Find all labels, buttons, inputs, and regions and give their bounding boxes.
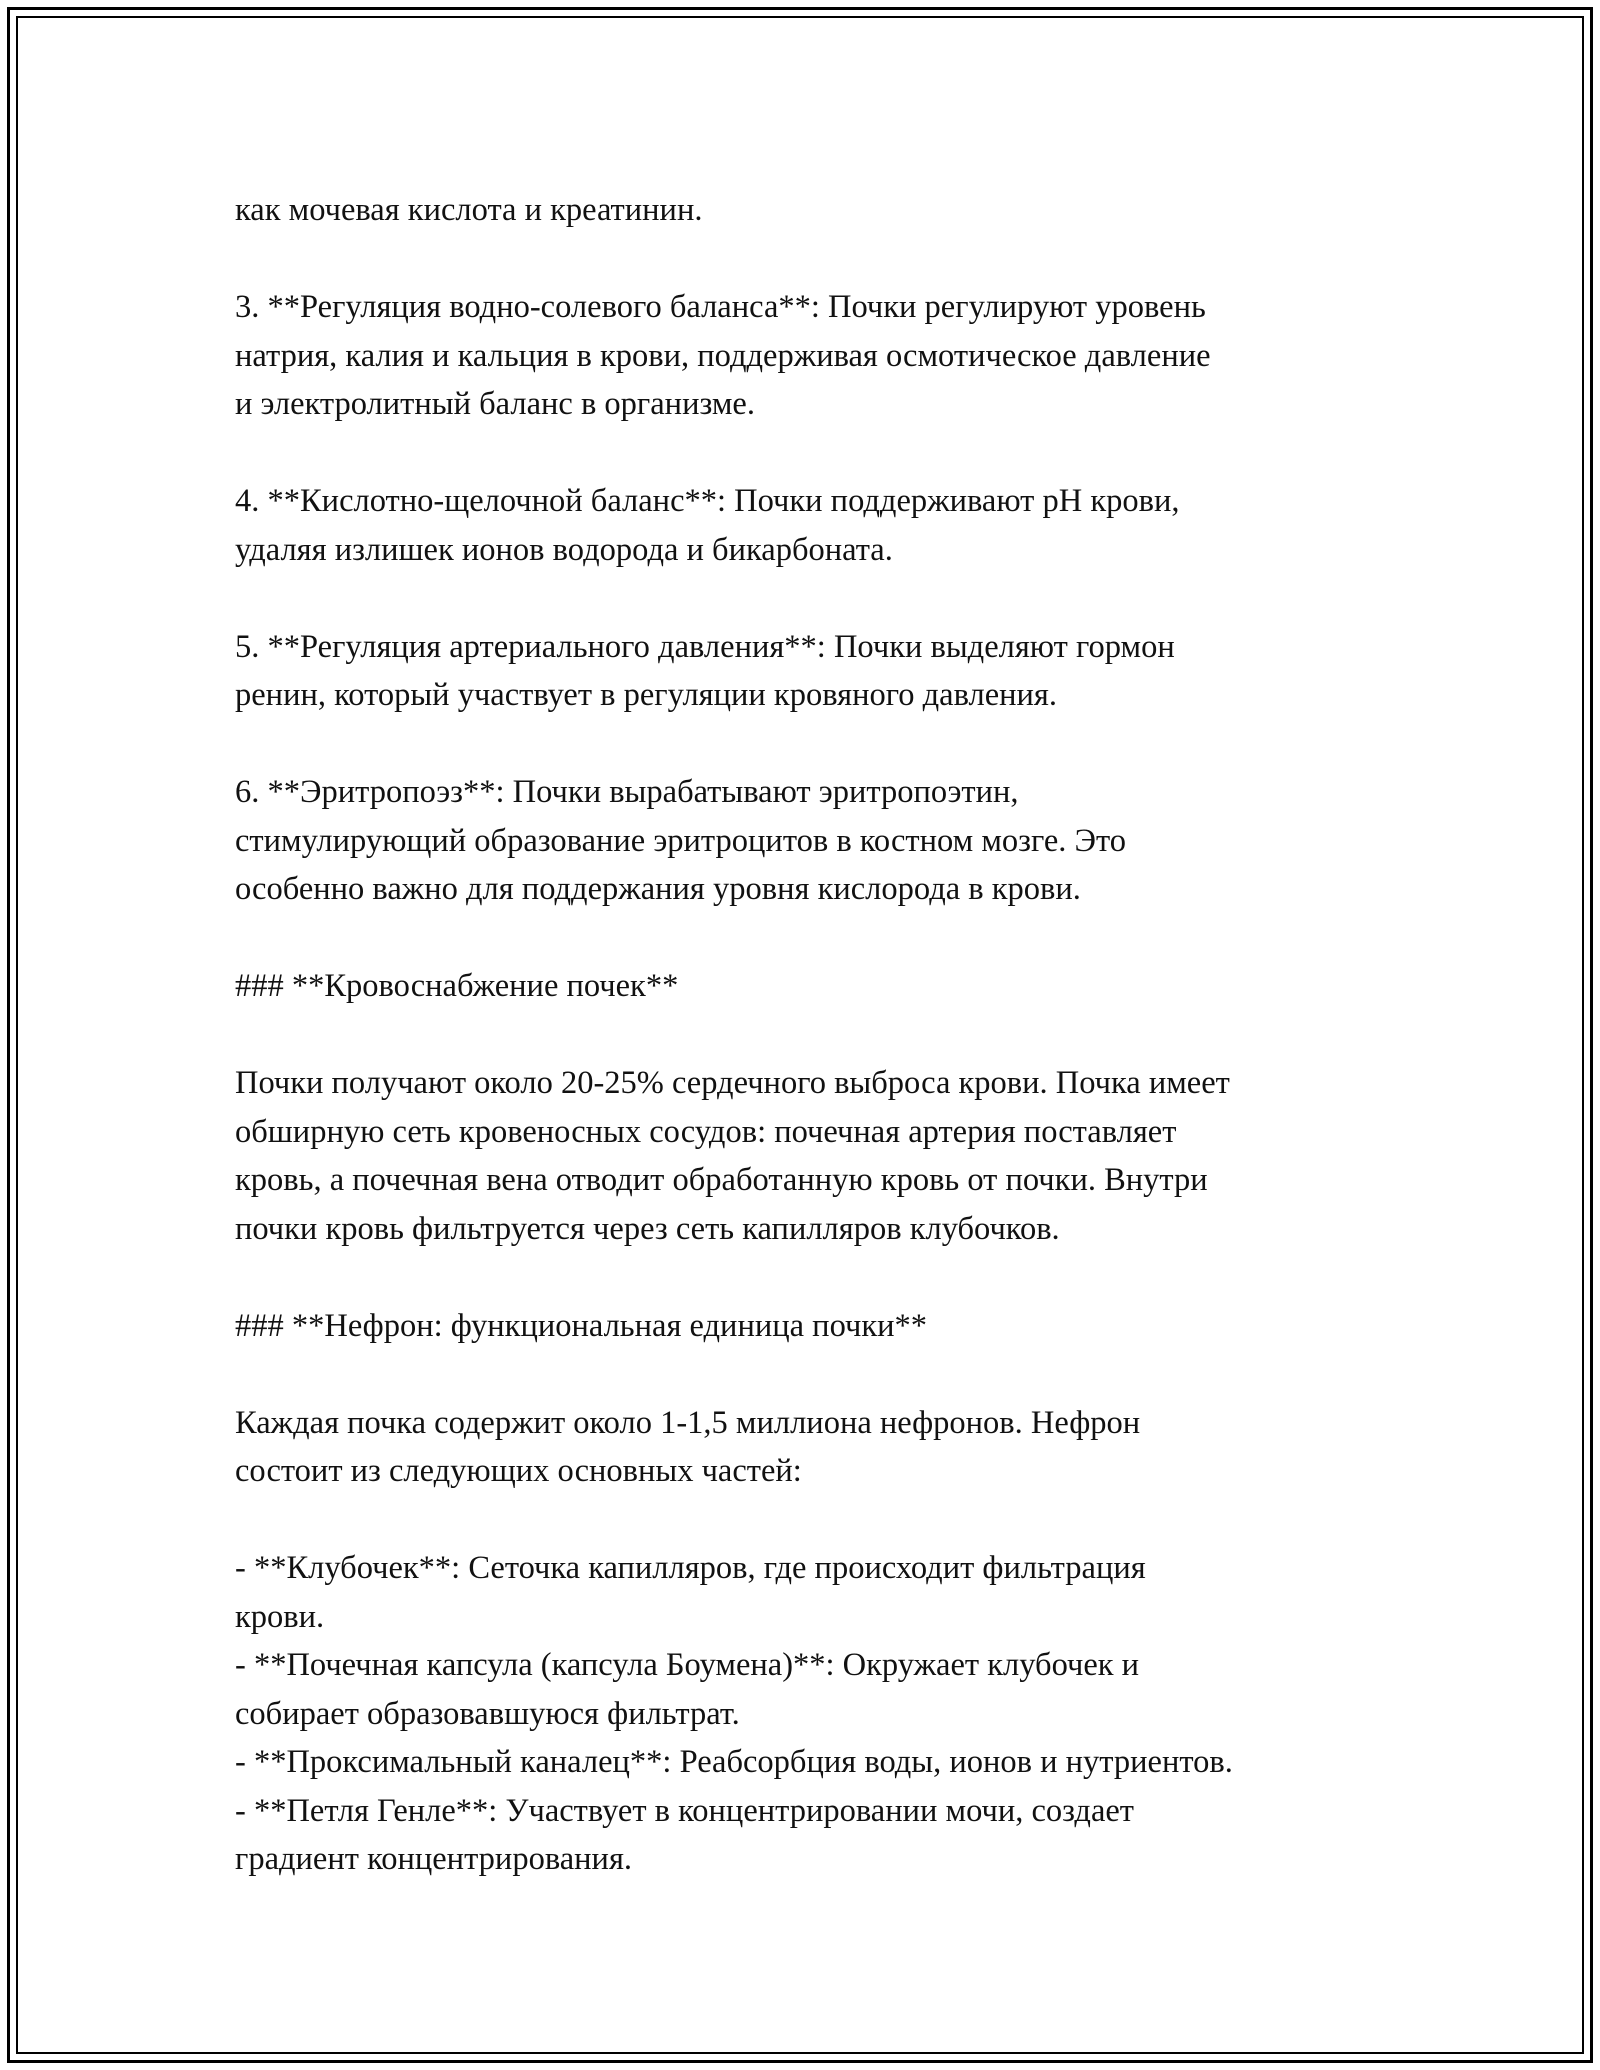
text-line: стимулирующий образование эритроцитов в костном мозге. Это — [235, 822, 1127, 859]
section-heading-blood-supply: ### **Кровоснабжение почек** — [235, 968, 679, 1004]
list-item: - **Проксимальный каналец**: Реабсорбция воды, ионов и нутриентов. — [235, 1744, 1233, 1780]
list-item-continuation: крови. — [235, 1598, 325, 1635]
blank-line — [235, 574, 1385, 623]
blank-line — [235, 1350, 1385, 1399]
section-heading-nephron: ### **Нефрон: функциональная единица почки** — [235, 1307, 928, 1344]
list-item: - **Почечная капсула (капсула Боумена)**: Окружает клубочек и — [235, 1647, 1140, 1683]
text-line: Почки получают около 20-25% сердечного выброса крови. Почка имеет — [235, 1065, 1230, 1101]
text-line: Каждая почка содержит около 1-1,5 миллиона нефронов. Нефрон — [235, 1404, 1141, 1441]
text-line: 4. **Кислотно-щелочной баланс**: Почки поддерживают pH крови, — [235, 483, 1180, 519]
text-line: 3. **Регуляция водно-солевого баланса**: Почки регулируют уровень — [235, 289, 1206, 325]
blank-line — [235, 720, 1385, 769]
text-line: 5. **Регуляция артериального давления**: Почки выделяют гормон — [235, 628, 1175, 665]
blank-line — [235, 429, 1385, 478]
list-item-continuation: градиент концентрирования. — [235, 1841, 633, 1877]
text-line: почки кровь фильтруется через сеть капилляров клубочков. — [235, 1210, 1060, 1247]
text-line: удаляя излишек ионов водорода и бикарбоната. — [235, 531, 893, 568]
text-line: как мочевая кислота и креатинин. — [235, 192, 703, 228]
text-line: и электролитный баланс в организме. — [235, 386, 755, 422]
text-line: ренин, который участвует в регуляции кровяного давления. — [235, 677, 1057, 713]
text-line: натрия, калия и кальция в крови, поддерживая осмотическое давление — [235, 337, 1211, 374]
document-body — [235, 186, 1385, 1884]
list-item-continuation: собирает образовавшуюся фильтрат. — [235, 1695, 740, 1732]
blank-line — [235, 1011, 1385, 1060]
list-item: - **Клубочек**: Сеточка капилляров, где происходит фильтрация — [235, 1550, 1146, 1586]
blank-line — [235, 1496, 1385, 1545]
list-item: - **Петля Генле**: Участвует в концентрировании мочи, создает — [235, 1792, 1135, 1829]
blank-line — [235, 914, 1385, 963]
text-line: кровь, а почечная вена отводит обработанную кровь от почки. Внутри — [235, 1162, 1208, 1198]
text-line: состоит из следующих основных частей: — [235, 1453, 802, 1489]
text-line: обширную сеть кровеносных сосудов: почечная артерия поставляет — [235, 1113, 1177, 1150]
blank-line — [235, 235, 1385, 284]
text-line: 6. **Эритропоэз**: Почки вырабатывают эритропоэтин, — [235, 774, 1019, 810]
blank-line — [235, 1253, 1385, 1302]
text-line: особенно важно для поддержания уровня кислорода в крови. — [235, 871, 1081, 907]
